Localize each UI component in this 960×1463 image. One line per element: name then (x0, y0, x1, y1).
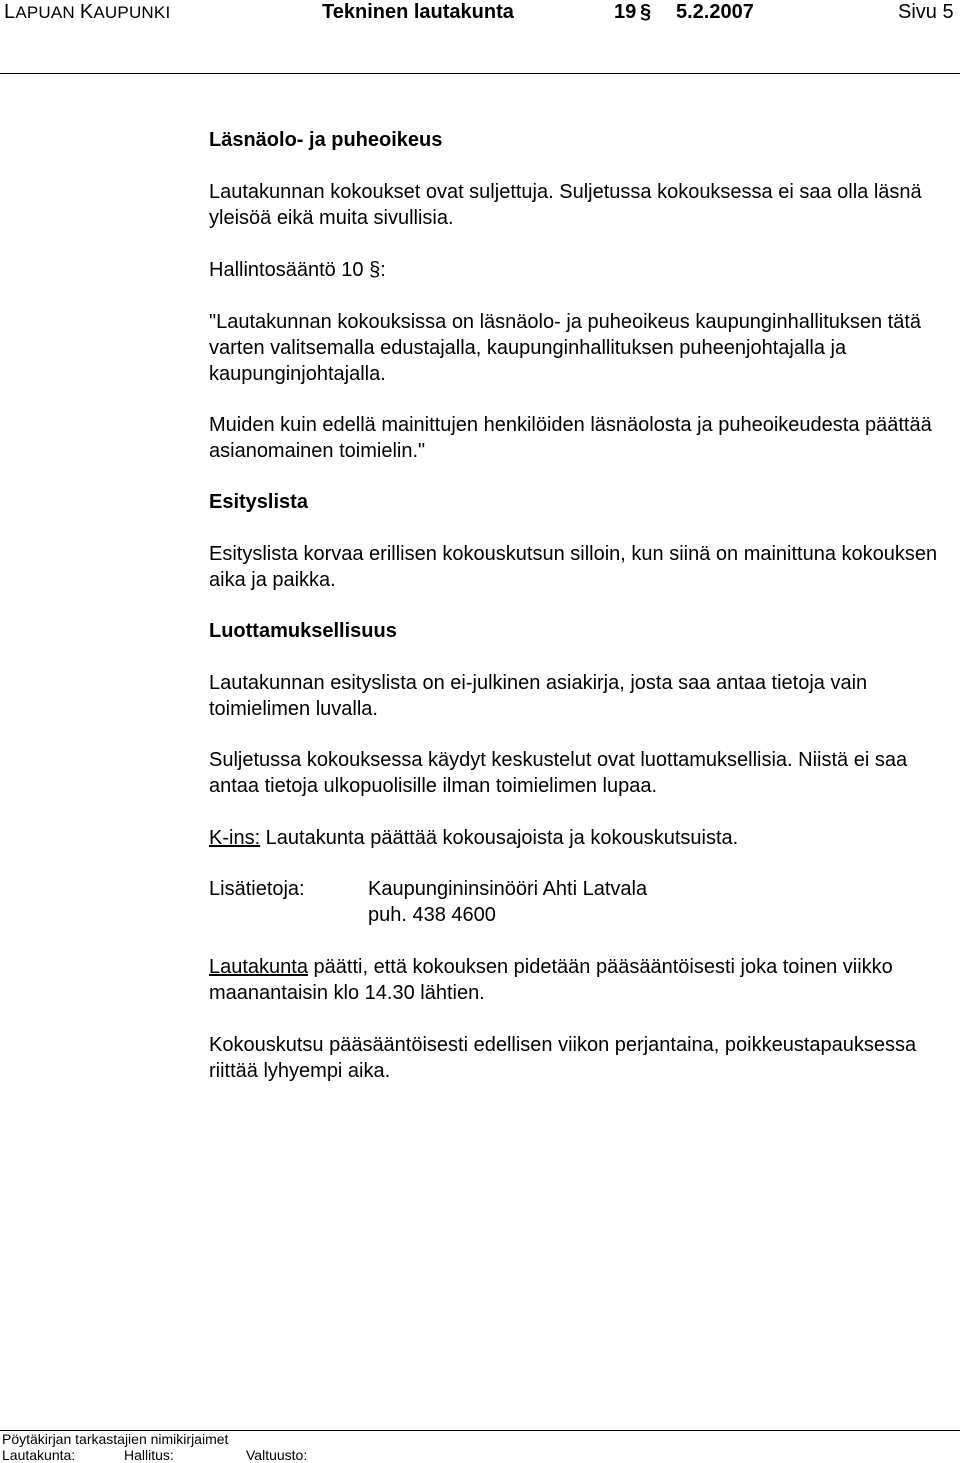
presence-paragraph: Lautakunnan kokoukset ovat suljettuja. Suljetussa kokouksessa ei saa olla läsnä yleisöä eikä muita sivullisia. (209, 181, 922, 229)
proposal-text: Lautakunta päättää kokousajoista ja kokouskutsuista. (260, 827, 739, 849)
contact-label: Lisätietoja: (209, 878, 305, 900)
section-sign: § (640, 1, 652, 23)
rule-reference: Hallintosääntö 10 §: (209, 259, 386, 281)
meeting-date: 5.2.2007 (676, 1, 754, 23)
closing-paragraph: Kokouskutsu pääsääntöisesti edellisen viikon perjantaina, poikkeustapauksessa riittää lyhyempi aika. (209, 1034, 917, 1082)
quote-paragraph-2: Muiden kuin edellä mainittujen henkilöiden läsnäolosta ja puheoikeudesta päättää asianomainen toimielin." (209, 414, 932, 462)
document-body (209, 127, 957, 1084)
footer-title: Pöytäkirjan tarkastajien nimikirjaimet (2, 1431, 229, 1447)
footer-council: Valtuusto: (246, 1447, 308, 1463)
footer-board: Lautakunta: (2, 1447, 76, 1463)
header-rule (0, 73, 960, 74)
presence-heading: Läsnäolo- ja puheoikeus (209, 129, 443, 151)
contact-name: Kaupungininsinööri Ahti Latvala (368, 878, 648, 900)
agenda-heading: Esityslista (209, 491, 308, 513)
decision-label: Lautakunta (209, 956, 308, 978)
confidentiality-heading: Luottamuksellisuus (209, 620, 397, 642)
confidentiality-paragraph-1: Lautakunnan esityslista on ei-julkinen asiakirja, josta saa antaa tietoja vain toimielimen luvalla. (209, 672, 868, 720)
confidentiality-paragraph-2: Suljetussa kokouksessa käydyt keskustelut ovat luottamuksellisia. Niistä ei saa antaa tietoja ulkopuolisille ilman toimielimen lupaa. (209, 749, 908, 797)
quote-paragraph-1: "Lautakunnan kokouksissa on läsnäolo- ja puheoikeus kaupunginhallituksen tätä varten valitsemalla edustajalla, kaupunginhallituksen puheenjohtajalla ja kaupunginjohtajalla. (209, 311, 922, 385)
board-name: Tekninen lautakunta (322, 1, 514, 23)
agenda-paragraph: Esityslista korvaa erillisen kokouskutsun silloin, kun siinä on mainittuna kokouksen aika ja paikka. (209, 543, 938, 591)
decision (209, 954, 957, 1006)
footer-signatures (2, 1447, 307, 1463)
footer-government: Hallitus: (124, 1447, 174, 1463)
page-number: Sivu 5 (898, 1, 954, 23)
proposal-label: K-ins: (209, 827, 261, 849)
decision-text: päätti, että kokouksen pidetään pääsääntöisesti joka toinen viikko maanantaisin klo 14.30 lähtien. (209, 956, 893, 1004)
proposal (209, 825, 957, 851)
contact-info (209, 876, 957, 928)
section-number: 19 (614, 1, 637, 23)
organization-name: LAPUAN KAUPUNKI (4, 1, 171, 23)
contact-phone: puh. 438 4600 (368, 904, 496, 926)
